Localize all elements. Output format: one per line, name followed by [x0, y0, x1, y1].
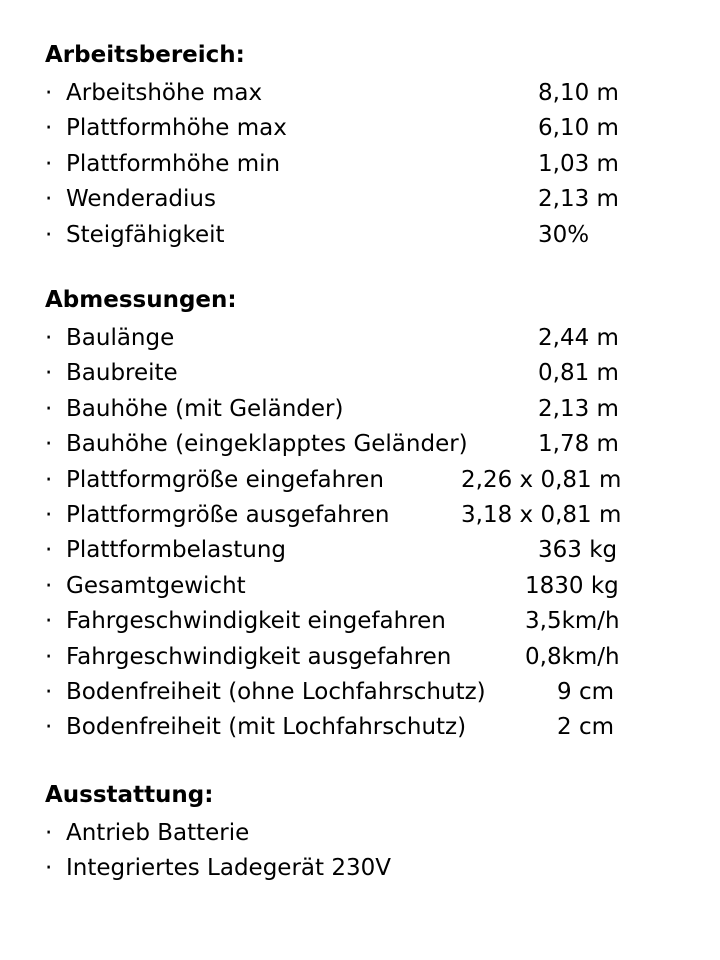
- bullet-point: ·: [45, 466, 53, 493]
- spec-label: Integriertes Ladegerät 230V: [66, 855, 391, 882]
- spec-label: Baubreite: [66, 360, 178, 387]
- spec-label: Baulänge: [66, 325, 175, 351]
- spec-label: Plattformbelastung: [66, 537, 287, 564]
- bullet-point: ·: [45, 150, 53, 177]
- section-title: Ausstattung:: [45, 782, 214, 808]
- spec-row: [45, 78, 665, 108]
- bullet-point: ·: [45, 502, 53, 528]
- spec-label: Plattformhöhe max: [66, 115, 287, 142]
- spec-label: Arbeitshöhe max: [66, 80, 263, 106]
- spec-value: 30%: [538, 221, 590, 248]
- spec-label: Fahrgeschwindigkeit ausgefahren: [66, 643, 452, 670]
- spec-value: 9 cm: [557, 679, 614, 705]
- bullet-point: ·: [45, 80, 53, 106]
- spec-label: Plattformgröße eingefahren: [66, 466, 384, 493]
- spec-label: Wenderadius: [66, 186, 216, 213]
- spec-label: Fahrgeschwindigkeit eingefahren: [66, 608, 446, 635]
- spec-value: 3,5km/h: [525, 608, 620, 635]
- bullet-point: ·: [45, 431, 53, 458]
- spec-row: [45, 113, 665, 143]
- bullet-point: ·: [45, 115, 53, 142]
- spec-row: [45, 642, 665, 672]
- spec-label: Plattformgröße ausgefahren: [66, 502, 390, 528]
- spec-row: [45, 606, 665, 636]
- spec-value: 363 kg: [538, 537, 618, 564]
- spec-row: [45, 394, 665, 424]
- spec-row: [45, 184, 665, 214]
- spec-row: [45, 220, 665, 250]
- spec-label: Bauhöhe (eingeklapptes Geländer): [66, 431, 468, 458]
- bullet-point: ·: [45, 572, 53, 599]
- spec-value: 0,81 m: [538, 360, 619, 387]
- bullet-point: ·: [45, 855, 53, 882]
- spec-row: [45, 853, 665, 883]
- spec-value: 1,03 m: [538, 150, 619, 177]
- spec-value: 3,18 x 0,81 m: [461, 502, 622, 528]
- spec-row: [45, 571, 665, 601]
- bullet-point: ·: [45, 679, 53, 705]
- spec-label: Plattformhöhe min: [66, 150, 281, 177]
- spec-value: 1,78 m: [538, 431, 619, 458]
- section-title: Arbeitsbereich:: [45, 42, 245, 68]
- bullet-point: ·: [45, 221, 53, 248]
- spec-label: Bodenfreiheit (mit Lochfahrschutz): [66, 714, 467, 741]
- bullet-point: ·: [45, 820, 53, 846]
- spec-label: Bauhöhe (mit Geländer): [66, 395, 344, 422]
- bullet-point: ·: [45, 325, 53, 351]
- spec-row: [45, 323, 665, 353]
- spec-value: 0,8km/h: [525, 643, 620, 670]
- spec-row: [45, 429, 665, 459]
- spec-row: [45, 358, 665, 388]
- spec-row: [45, 500, 665, 530]
- spec-value: 2,44 m: [538, 325, 619, 351]
- spec-label: Steigfähigkeit: [66, 221, 225, 248]
- spec-value: 8,10 m: [538, 80, 619, 106]
- section-title: Abmessungen:: [45, 287, 237, 313]
- spec-label: Antrieb Batterie: [66, 820, 250, 846]
- spec-value: 2,13 m: [538, 395, 619, 422]
- bullet-point: ·: [45, 360, 53, 387]
- spec-value: 2 cm: [557, 714, 614, 741]
- spec-row: [45, 712, 665, 742]
- spec-row: [45, 535, 665, 565]
- spec-value: 1830 kg: [525, 572, 619, 599]
- spec-row: [45, 149, 665, 179]
- spec-value: 2,26 x 0,81 m: [461, 466, 622, 493]
- spec-label: Gesamtgewicht: [66, 572, 246, 599]
- bullet-point: ·: [45, 608, 53, 635]
- spec-label: Bodenfreiheit (ohne Lochfahrschutz): [66, 679, 486, 705]
- spec-row: [45, 677, 665, 707]
- bullet-point: ·: [45, 643, 53, 670]
- bullet-point: ·: [45, 395, 53, 422]
- bullet-point: ·: [45, 186, 53, 213]
- bullet-point: ·: [45, 537, 53, 564]
- bullet-point: ·: [45, 714, 53, 741]
- spec-row: [45, 818, 665, 848]
- spec-value: 6,10 m: [538, 115, 619, 142]
- spec-value: 2,13 m: [538, 186, 619, 213]
- spec-row: [45, 465, 665, 495]
